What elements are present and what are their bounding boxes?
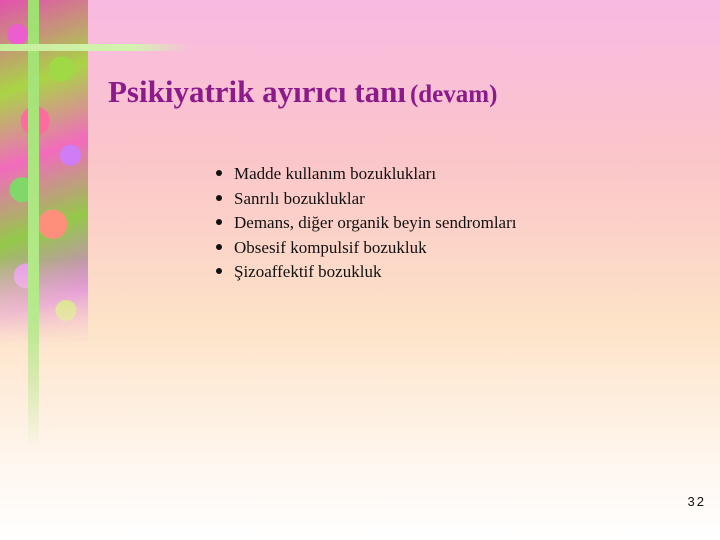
list-item xyxy=(216,211,516,236)
bullet-list xyxy=(216,162,516,285)
slide-title xyxy=(108,74,497,110)
bullet-icon xyxy=(216,195,222,201)
bullet-text: Demans, diğer organik beyin sendromları xyxy=(234,213,517,232)
vertical-accent-bar xyxy=(28,0,39,450)
list-item xyxy=(216,162,516,187)
horizontal-accent-bar xyxy=(0,44,190,51)
decorative-art-strip xyxy=(0,0,88,345)
bullet-text: Şizoaffektif bozukluk xyxy=(234,262,382,281)
title-suffix: (devam) xyxy=(409,81,498,108)
bullet-text: Madde kullanım bozuklukları xyxy=(234,164,437,183)
list-item xyxy=(216,236,516,261)
page-number: 32 xyxy=(687,494,706,509)
title-main: Psikiyatrik ayırıcı tanı xyxy=(108,74,406,109)
bullet-text: Obsesif kompulsif bozukluk xyxy=(234,237,427,257)
list-item xyxy=(216,187,516,212)
bullet-icon xyxy=(216,170,222,176)
bullet-icon xyxy=(216,244,222,250)
bullet-icon xyxy=(216,268,222,274)
list-item xyxy=(216,260,516,285)
bullet-text: Sanrılı bozukluklar xyxy=(234,188,365,208)
bullet-icon xyxy=(216,219,222,225)
